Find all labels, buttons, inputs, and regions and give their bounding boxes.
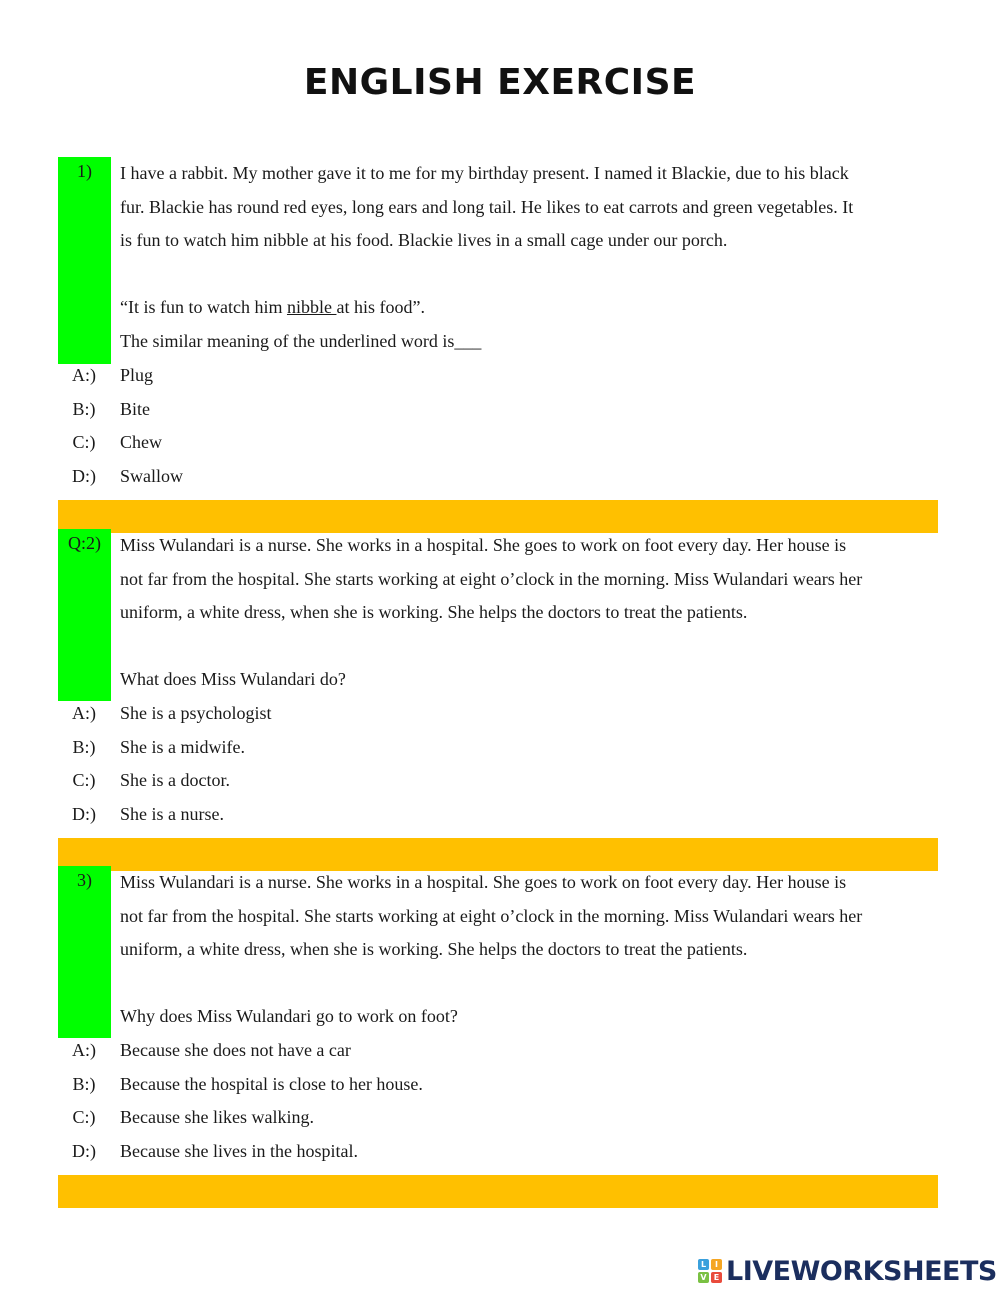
option-b[interactable]: [58, 731, 245, 765]
logo-letter: I: [711, 1259, 722, 1270]
passage-line: I have a rabbit. My mother gave it to me for my birthday present. I named it Blackie, due to his black: [120, 163, 849, 183]
blank-line: [120, 258, 938, 292]
option-d[interactable]: [58, 460, 183, 494]
question-2: [58, 529, 938, 704]
option-a[interactable]: [58, 359, 154, 393]
option-text: Because she likes walking.: [120, 1107, 314, 1128]
options-2: [58, 697, 938, 831]
option-label: D:): [72, 803, 96, 824]
option-label: A:): [72, 1040, 96, 1060]
option-text: Chew: [120, 432, 162, 453]
logo-letter: L: [698, 1259, 709, 1270]
question-text: [120, 866, 938, 1034]
options-3: [58, 1034, 938, 1168]
question-1: [58, 157, 938, 367]
option-text: Bite: [120, 398, 150, 419]
option-text: She is a psychologist: [120, 703, 272, 723]
quote-before: “It is fun to watch him: [120, 297, 287, 318]
question-prompt: Why does Miss Wulandari go to work on foot?: [120, 1006, 458, 1027]
option-text: She is a doctor.: [120, 770, 230, 791]
passage-line: not far from the hospital. She starts working at eight o’clock in the morning. Miss Wulandari wears her: [120, 568, 863, 589]
option-text: Plug: [120, 365, 154, 385]
option-c[interactable]: [58, 764, 230, 798]
question-number: 1): [77, 161, 92, 181]
blank-line: [120, 967, 938, 1001]
passage-line: not far from the hospital. She starts working at eight o’clock in the morning. Miss Wulandari wears her: [120, 905, 863, 926]
option-text: Because the hospital is close to her house.: [120, 1073, 423, 1094]
option-a[interactable]: [58, 697, 272, 731]
separator-bar: [58, 1175, 938, 1208]
liveworksheets-logo-icon: [698, 1259, 722, 1283]
question-number-cell: [58, 157, 111, 364]
passage-line: Miss Wulandari is a nurse. She works in a hospital. She goes to work on foot every day. Her house is: [120, 535, 847, 555]
question-number: 3): [77, 870, 92, 890]
passage-line: uniform, a white dress, when she is working. She helps the doctors to treat the patients.: [120, 939, 748, 960]
option-label: D:): [72, 1140, 96, 1161]
option-label: B:): [72, 1073, 96, 1094]
options-1: [58, 359, 938, 493]
quote-after: at his food”.: [336, 297, 425, 318]
liveworksheets-logo[interactable]: [698, 1254, 997, 1288]
passage-line: is fun to watch him nibble at his food. Blackie lives in a small cage under our porch.: [120, 230, 728, 251]
option-d[interactable]: [58, 798, 224, 832]
question-text: [120, 157, 938, 359]
option-text: Swallow: [120, 465, 183, 486]
option-label: B:): [72, 398, 96, 419]
logo-letter: E: [711, 1272, 722, 1283]
option-label: C:): [72, 1107, 96, 1128]
logo-text: LIVEWORKSHEETS: [726, 1255, 997, 1287]
option-text: Because she lives in the hospital.: [120, 1140, 358, 1161]
option-label: B:): [72, 736, 96, 757]
logo-letter: V: [698, 1272, 709, 1283]
quote-line: [120, 291, 938, 325]
option-b[interactable]: [58, 1068, 423, 1102]
option-a[interactable]: [58, 1034, 351, 1068]
underlined-word: nibble: [286, 297, 337, 318]
question-number-cell: [58, 529, 111, 701]
page-title: ENGLISH EXERCISE: [303, 62, 697, 103]
question-prompt: The similar meaning of the underlined word is___: [120, 330, 482, 351]
question-3: [58, 866, 938, 1041]
question-prompt: What does Miss Wulandari do?: [120, 669, 346, 690]
option-label: C:): [72, 432, 96, 453]
option-label: C:): [72, 770, 96, 791]
option-text: She is a midwife.: [120, 736, 245, 757]
option-label: A:): [72, 703, 96, 723]
blank-line: [120, 630, 938, 664]
passage-line: uniform, a white dress, when she is working. She helps the doctors to treat the patients.: [120, 602, 748, 623]
option-label: A:): [72, 365, 96, 385]
option-c[interactable]: [58, 426, 162, 460]
option-text: Because she does not have a car: [120, 1040, 351, 1060]
question-text: [120, 529, 938, 697]
question-number-cell: [58, 866, 111, 1038]
question-number: Q:2): [68, 533, 101, 553]
option-b[interactable]: [58, 393, 150, 427]
passage-line: Miss Wulandari is a nurse. She works in a hospital. She goes to work on foot every day. Her house is: [120, 872, 847, 892]
option-label: D:): [72, 465, 96, 486]
option-c[interactable]: [58, 1101, 314, 1135]
passage-line: fur. Blackie has round red eyes, long ears and long tail. He likes to eat carrots and green vegetables. It: [120, 196, 854, 217]
option-text: She is a nurse.: [120, 803, 224, 824]
option-d[interactable]: [58, 1135, 358, 1169]
